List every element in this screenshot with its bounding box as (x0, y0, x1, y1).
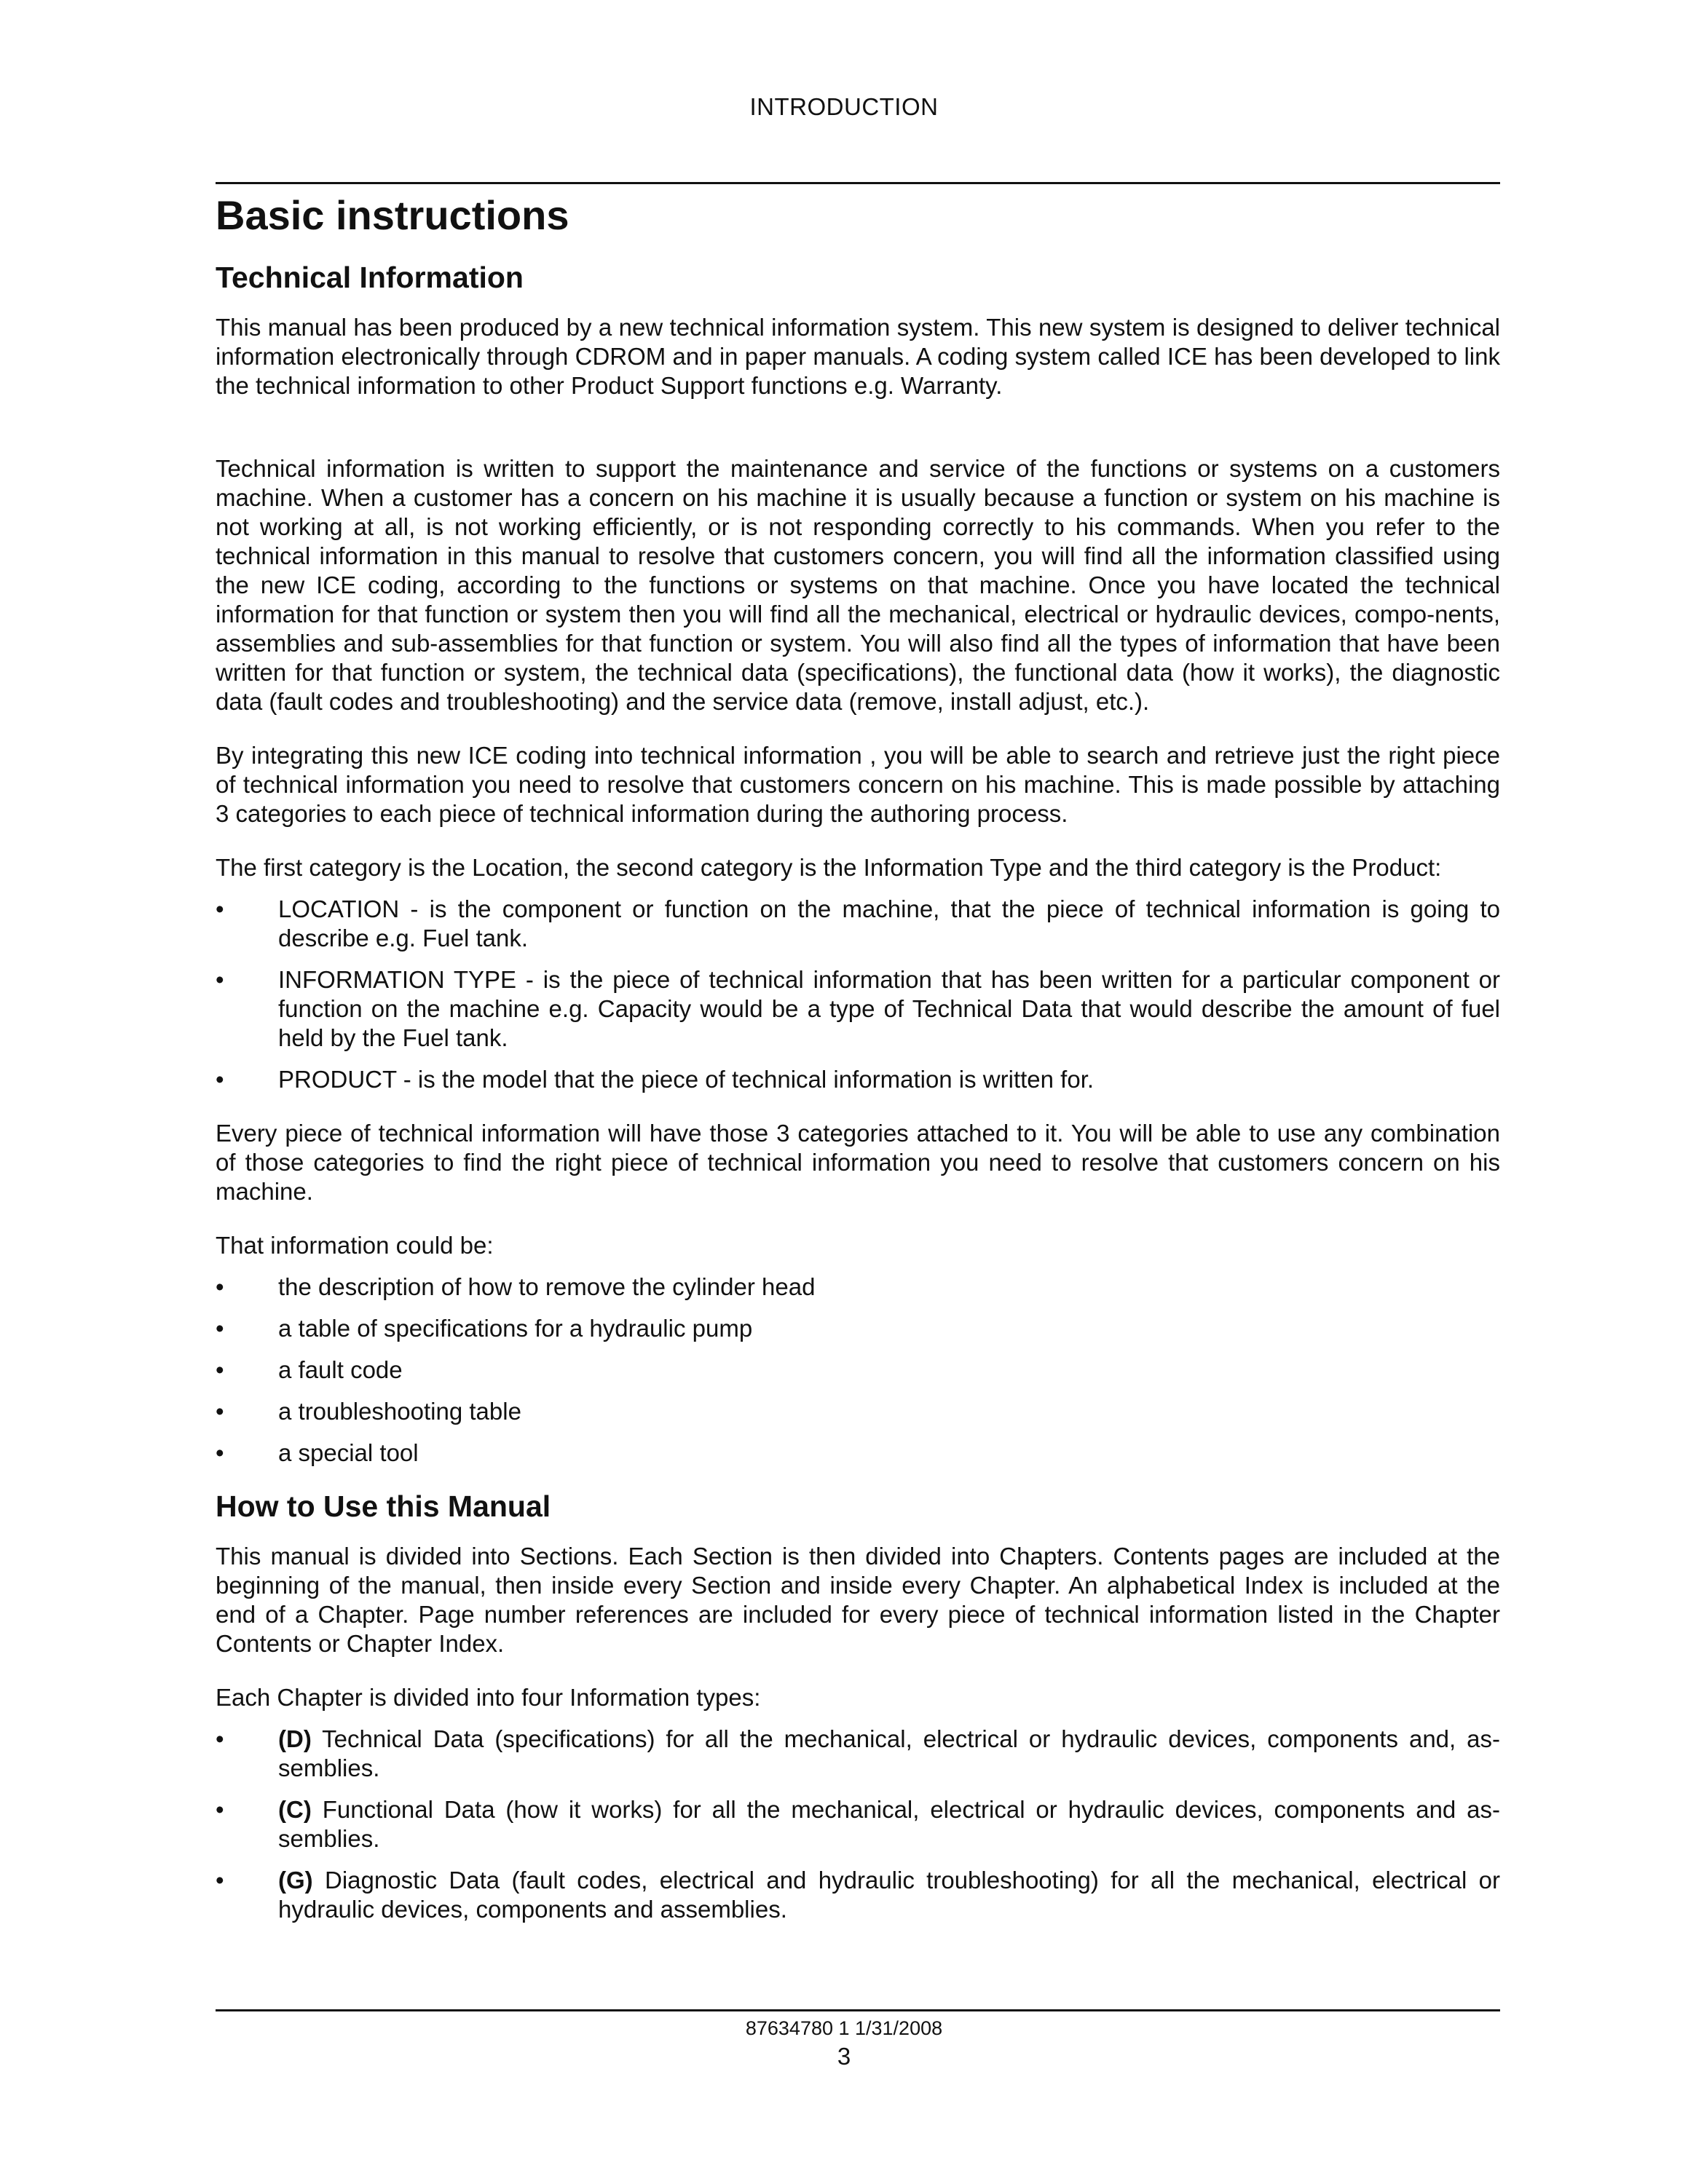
bullet-icon: • (216, 1356, 224, 1383)
list-item (216, 895, 1500, 953)
list-item-text: a special tool (278, 1439, 419, 1466)
bullet-icon: • (216, 966, 224, 993)
paragraph-information-could-be: That information could be: (216, 1232, 494, 1259)
list-item (216, 1273, 1500, 1302)
bullet-icon: • (216, 1867, 224, 1894)
list-item (216, 1065, 1500, 1094)
info-type-code: (C) (278, 1796, 312, 1823)
section-heading-how-to-use: How to Use this Manual (216, 1489, 551, 1523)
list-item-text: a fault code (278, 1356, 403, 1383)
bullet-icon: • (216, 1725, 224, 1752)
list-item (216, 1356, 1500, 1385)
category-list (216, 895, 1500, 1094)
list-item (216, 1397, 1500, 1426)
list-item-text: a troubleshooting table (278, 1398, 521, 1425)
page-header-section: INTRODUCTION (749, 93, 939, 120)
list-item-text: the description of how to remove the cylinder head (278, 1273, 816, 1300)
bullet-icon: • (216, 1439, 224, 1466)
bullet-icon: • (216, 895, 224, 922)
header-rule (216, 182, 1500, 184)
paragraph-technical-info-purpose: Technical information is written to support the maintenance and service of the functions or systems on a customers machine. When a customer has a concern on his machine it is usually because a function or system on his machine is not working at all, is not working efficiently, or is not responding correctly to his commands. When you refer to the technical information in this manual to resolve that customers concern, you will find all the information classified using the new ICE coding, according to the functions or systems on that machine. Once you have located the technical information for that function or system then you will find all the mechanical, electrical or hydraulic devices, compo-nents, assemblies and sub-assemblies for that function or system. You will also find all the types of information that have been written for that function or system, the technical data (specifications), the functional data (how it works), the diagnostic data (fault codes and troubleshooting) and the service data (remove, install adjust, etc.). (216, 455, 1500, 715)
list-item (216, 1866, 1500, 1924)
bullet-icon: • (216, 1398, 224, 1425)
list-item-text: PRODUCT - is the model that the piece of technical information is written for. (278, 1066, 1095, 1093)
list-item (216, 1439, 1500, 1468)
bullet-icon: • (216, 1796, 224, 1823)
paragraph-intro: This manual has been produced by a new technical information system. This new system is designed to deliver technical information electronically through CDROM and in paper manuals. A coding system called ICE has been developed to link the technical information to other Product Support functions e.g. Warranty. (216, 314, 1500, 399)
bullet-icon: • (216, 1315, 224, 1342)
info-type-code: (G) (278, 1867, 313, 1894)
bullet-icon: • (216, 1273, 224, 1300)
list-item (216, 1314, 1500, 1343)
paragraph-categories-combination: Every piece of technical information will have those 3 categories attached to it. You will be able to use any combination of those categories to find the right piece of technical information you need to resolve that customers concern on his machine. (216, 1120, 1500, 1205)
footer-document-code: 87634780 1 1/31/2008 (745, 2017, 943, 2039)
list-item-text: a table of specifications for a hydraulic pump (278, 1315, 753, 1342)
paragraph-information-types-intro: Each Chapter is divided into four Information types: (216, 1684, 761, 1711)
list-item (216, 1795, 1500, 1853)
page-number: 3 (837, 2043, 851, 2070)
list-item-text: LOCATION - is the component or function on the machine, that the piece of technical information is going to describe e.g. Fuel tank. (278, 895, 1500, 951)
bullet-icon: • (216, 1066, 224, 1093)
page-title: Basic instructions (216, 192, 569, 238)
list-item (216, 965, 1500, 1053)
page-content (216, 189, 1500, 1924)
info-type-description: Diagnostic Data (fault codes, electrical and hydraulic troubleshooting) for all the mechanical, electrical or hydraulic devices, components and assemblies. (278, 1867, 1500, 1923)
examples-list (216, 1273, 1500, 1468)
list-item (216, 1725, 1500, 1783)
paragraph-categories-intro: The first category is the Location, the second category is the Information Type and the third category is the Product: (216, 854, 1442, 881)
footer-rule (216, 2009, 1500, 2011)
paragraph-manual-structure: This manual is divided into Sections. Each Section is then divided into Chapters. Contents pages are included at the beginning of the manual, then inside every Section and inside every Chapter. An alphabetical Index is included at the end of a Chapter. Page number references are included for every piece of technical information listed in the Chapter Contents or Chapter Index. (216, 1543, 1500, 1657)
list-item-text: INFORMATION TYPE - is the piece of technical information that has been written for a particular component or function on the machine e.g. Capacity would be a type of Technical Data that would describe the amount of fuel held by the Fuel tank. (278, 966, 1500, 1051)
information-types-list (216, 1725, 1500, 1924)
paragraph-ice-coding: By integrating this new ICE coding into technical information , you will be able to search and retrieve just the right piece of technical information you need to resolve that customers concern on his machine. This is made possible by attaching 3 categories to each piece of technical information during the authoring process. (216, 742, 1500, 827)
info-type-code: (D) (278, 1725, 312, 1752)
info-type-description: Functional Data (how it works) for all the mechanical, electrical or hydraulic devices, components and as-semblies. (278, 1796, 1500, 1852)
info-type-description: Technical Data (specifications) for all the mechanical, electrical or hydraulic devices, components and, as-semblies. (278, 1725, 1500, 1781)
section-heading-technical-information: Technical Information (216, 261, 524, 294)
